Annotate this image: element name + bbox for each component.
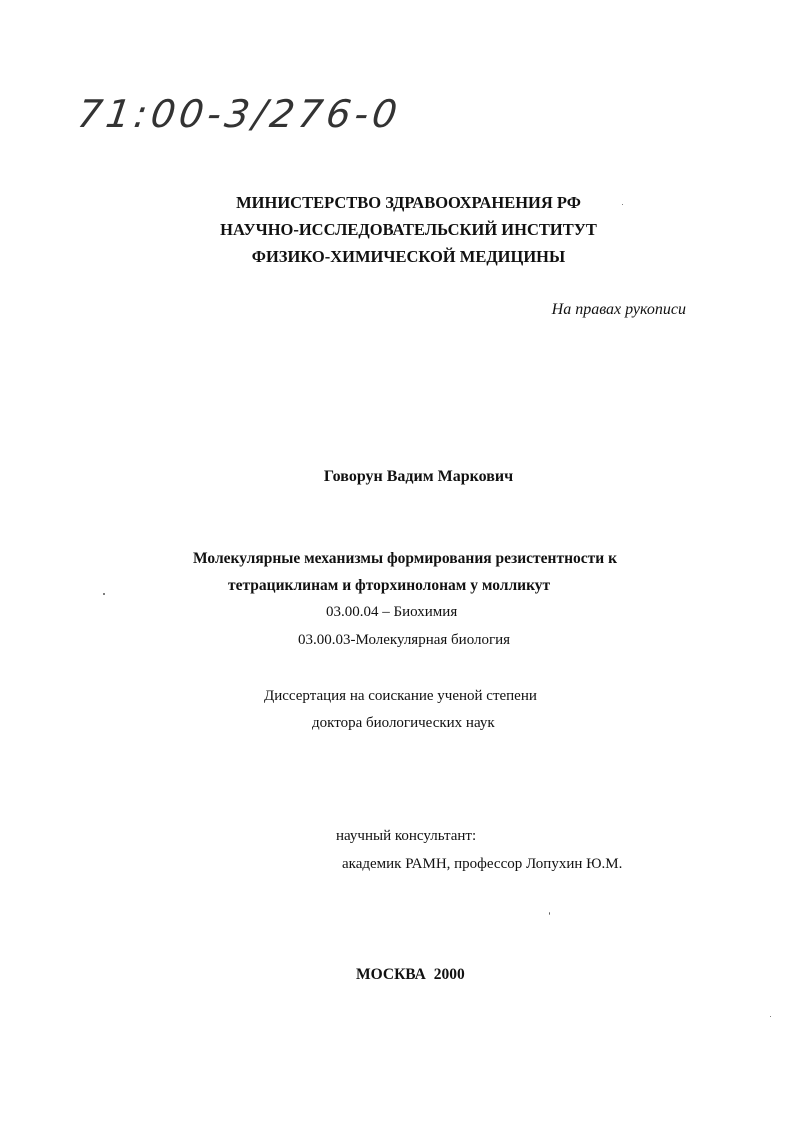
institution-header bbox=[0, 189, 793, 270]
thesis-title-line1: Молекулярные механизмы формирования резистентности к bbox=[193, 550, 618, 567]
scan-speck bbox=[622, 204, 623, 205]
institute-name-line2: ФИЗИКО-ХИМИЧЕСКОЙ МЕДИЦИНЫ bbox=[251, 247, 566, 266]
specialty-molecular-biology: 03.00.03-Молекулярная биология bbox=[298, 632, 511, 648]
dissertation-type-line2: доктора биологических наук bbox=[312, 715, 495, 731]
handwritten-archive-number: 71:00-3/276-0 bbox=[74, 92, 404, 136]
rights-note: На правах рукописи bbox=[551, 301, 686, 318]
specialty-biochemistry: 03.00.04 – Биохимия bbox=[326, 604, 458, 620]
institute-name-line1: НАУЧНО-ИССЛЕДОВАТЕЛЬСКИЙ ИНСТИТУТ bbox=[220, 220, 597, 239]
consultant-name: академик РАМН, профессор Лопухин Ю.М. bbox=[342, 856, 623, 872]
scan-speck bbox=[103, 593, 105, 595]
scan-speck bbox=[770, 1016, 771, 1017]
ministry-name: МИНИСТЕРСТВО ЗДРАВООХРАНЕНИЯ РФ bbox=[236, 193, 581, 212]
dissertation-type-line1: Диссертация на соискание ученой степени bbox=[264, 688, 537, 704]
consultant-label: научный консультант: bbox=[336, 828, 477, 844]
thesis-title-line2: тетрациклинам и фторхинолонам у молликут bbox=[228, 577, 551, 594]
scan-speck bbox=[549, 912, 550, 915]
city-year: МОСКВА 2000 bbox=[356, 966, 465, 983]
author-name: Говорун Вадим Маркович bbox=[323, 468, 514, 485]
